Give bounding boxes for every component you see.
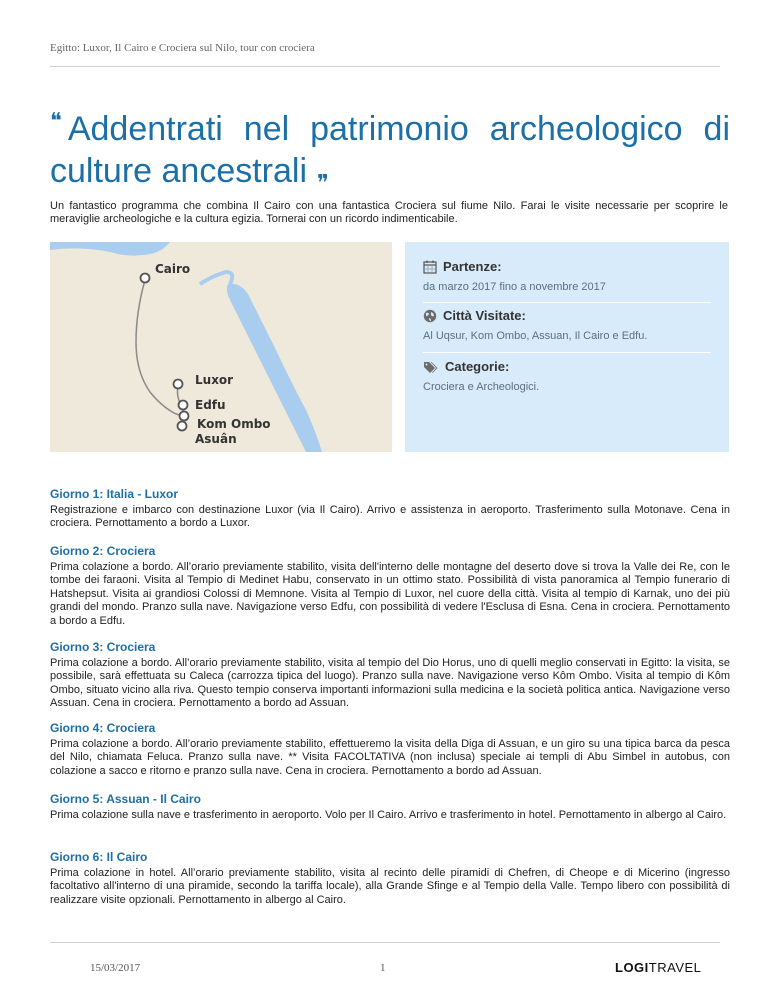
map-marker-kom-ombo (180, 412, 189, 421)
title-line-1: Addentrati nel patrimonio archeologico di (67, 110, 730, 148)
map-label-edfu: Edfu (195, 398, 226, 412)
partenze-label: Partenze: (443, 259, 502, 274)
day-text: Prima colazione sulla nave e trasferimento in aeroporto. Volo per Il Cairo. Arrivo e trasferimento in hotel. Pernottamento in albergo al Cairo. (50, 809, 727, 821)
day-title: Giorno 4: Crociera (50, 721, 156, 735)
logo-part-bold: LOGI (615, 960, 649, 975)
map-marker-asuan (178, 422, 187, 431)
logo-part-light: TRAVEL (648, 960, 702, 975)
map-marker-luxor (174, 380, 183, 389)
title-line-2: culture ancestrali (50, 152, 308, 190)
intro-paragraph: Un fantastico programma che combina Il Cairo con una fantastica Crociera sul fiume Nilo. Farai le visite necessarie per scoprire le meraviglie archeologiche e la cultura egizia. Tornerai con un ricordo indimenticabile. (50, 200, 728, 225)
categorie-block (423, 359, 539, 393)
globe-icon (423, 309, 437, 323)
citta-value: Al Uqsur, Kom Ombo, Assuan, Il Cairo e Edfu. (423, 330, 648, 342)
map-label-kom-ombo: Kom Ombo (197, 417, 271, 431)
partenze-value: da marzo 2017 fino a novembre 2017 (423, 281, 606, 293)
map-marker-cairo (141, 274, 150, 283)
day-title: Giorno 1: Italia - Luxor (50, 487, 179, 501)
day-section (50, 487, 730, 531)
day-text: Prima colazione a bordo. All’orario previamente stabilito, visita dell'interno delle montagne del deserto dove si trova la Valle dei Re, con le tombe dei faraoni. Visita al Tempio di Medinet Habu, conservato in un ottimo stato. Possibilità di vista panoramica al Tempio funerario di Hatshepsut. Visita ai grandiosi Colossi di Memnone. Visita al Tempio di Luxor, nel cuore della città. Visita al tempio di Karnak, uno dei più grandi del mondo. Pranzo sulla nave. Navigazione verso Edfu, con possibilità di vedere l'Esclusa di Esna. Cena in crociera. Pernottamento a bordo a Edfu. (50, 561, 730, 627)
day-title: Giorno 2: Crociera (50, 544, 156, 558)
day-section (50, 721, 730, 778)
day-section (50, 850, 730, 907)
partenze-heading (423, 259, 606, 274)
open-quote-icon: ❝ (50, 108, 62, 133)
route-map (50, 242, 392, 452)
footer-divider (50, 942, 720, 943)
logitravel-logo (615, 960, 701, 975)
citta-label: Città Visitate: (443, 308, 526, 323)
day-title: Giorno 6: Il Cairo (50, 850, 148, 864)
calendar-icon (423, 260, 437, 274)
citta-block (423, 308, 647, 342)
day-section (50, 792, 730, 822)
categorie-heading (423, 359, 539, 374)
header-divider (50, 66, 720, 67)
info-divider-2 (423, 352, 711, 353)
page-number: 1 (380, 962, 386, 974)
day-title: Giorno 5: Assuan - Il Cairo (50, 792, 201, 806)
partenze-block (423, 259, 606, 293)
day-section (50, 544, 730, 628)
day-section (50, 640, 730, 711)
day-text: Registrazione e imbarco con destinazione Luxor (via Il Cairo). Arrivo e assistenza in aeroporto. Trasferimento sulla Motonave. Cena in crociera. Pernottamento a bordo a Luxor. (50, 504, 730, 530)
info-divider-1 (423, 302, 711, 303)
tags-icon (423, 360, 439, 374)
footer-date: 15/03/2017 (90, 962, 141, 974)
categorie-value: Crociera e Archeologici. (423, 381, 540, 393)
categorie-label: Categorie: (445, 359, 510, 374)
map-label-asuan: Asuân (195, 432, 237, 446)
map-marker-edfu (179, 401, 188, 410)
page-title-line-2 (50, 150, 329, 196)
map-label-luxor: Luxor (195, 373, 234, 387)
citta-heading (423, 308, 647, 323)
day-text: Prima colazione a bordo. All’orario previamente stabilito, effettueremo la visita della Diga di Assuan, e un giro su una tipica barca da pesca del Nilo, chiamata Feluca. Pranzo sulla nave. ** Visita FACOLTATIVA (non inclusa) speciale ai templi di Abu Simbel in autobus, con colazione a sacco e ritorno e pranzo sulla nave. Cena in crociera. Pernottamento a bordo ad Assuan. (50, 738, 730, 777)
map-label-cairo: Cairo (155, 262, 191, 276)
day-text: Prima colazione in hotel. All’orario previamente stabilito, visita al recinto delle piramidi di Chefren, di Cheope e di Micerino (ingresso facoltativo all'interno di una piramide, secondo la tariffa locale), alla Grande Sfinge e al Tempio della Valle. Tempo libero con possibilità di realizzare visite opzionali. Pernottamento in albergo al Cairo. (50, 867, 730, 906)
page-header: Egitto: Luxor, Il Cairo e Crociera sul Nilo, tour con crociera (50, 42, 315, 54)
page-title (50, 108, 730, 154)
trip-info-box (405, 242, 729, 452)
route-map-svg (50, 242, 392, 452)
day-title: Giorno 3: Crociera (50, 640, 156, 654)
day-text: Prima colazione a bordo. All’orario previamente stabilito, visita al tempio del Dio Horus, uno di quelli meglio conservati in Egitto: la visita, se possibile, sarà effettuata su Caleca (carrozza tipica del luogo). Pranzo sulla nave. Navigazione verso Kôm Ombo. Visita al tempio di Kôm Ombo, situato vicino alla riva. Questo tempio conserva importanti informazioni sulla medicina e la società politica antica. Navigazione verso Assuan. Cena in crociera. Pernottamento a bordo ad Assuan. (50, 657, 730, 710)
close-quote-icon: ❞ (317, 170, 329, 195)
